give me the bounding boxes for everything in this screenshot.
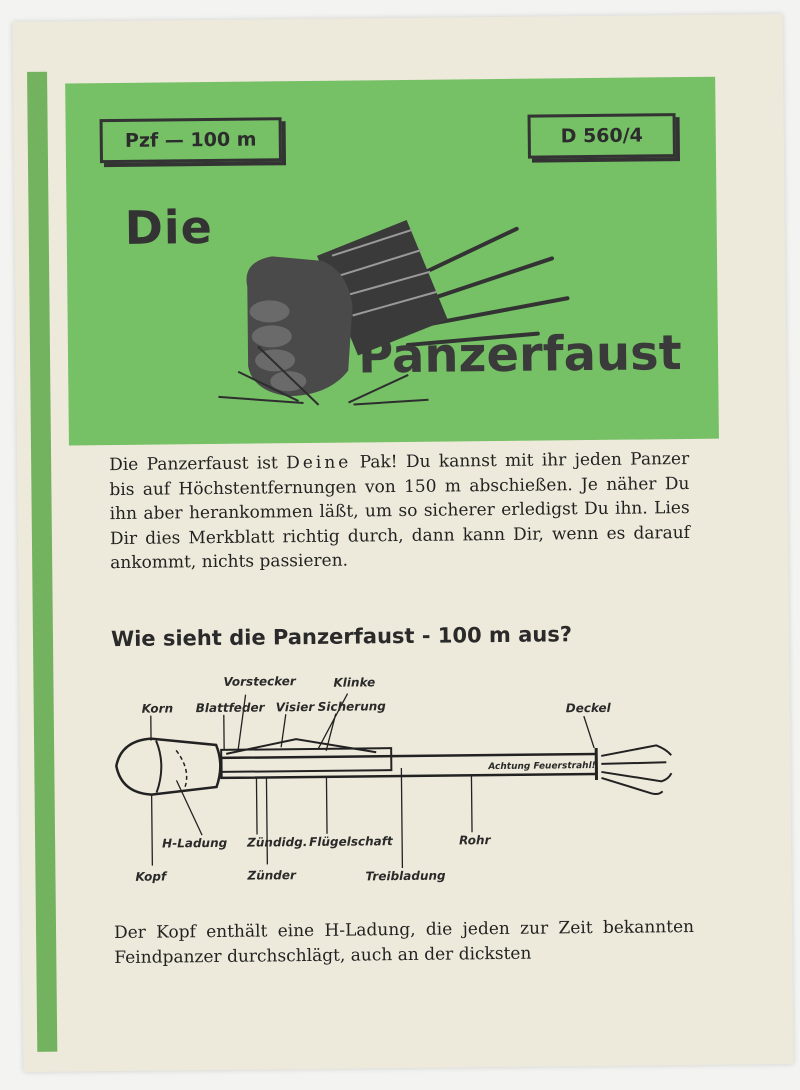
label-klinke: Klinke: [333, 675, 376, 690]
green-edge-strip: [27, 72, 57, 1052]
label-h-ladung: H-Ladung: [162, 835, 228, 851]
leaflet-page: [13, 14, 794, 1072]
outro-paragraph: Der Kopf enthält eine H-Ladung, die jeden zur Zeit bekannten Feindpanzer durchschlägt, auch an der dicksten: [113, 916, 695, 968]
label-blattfeder: Blattfeder: [195, 700, 265, 716]
label-sicherung: Sicherung: [317, 699, 386, 714]
intro-paragraph: [109, 447, 690, 576]
label-korn: Korn: [141, 701, 174, 716]
intro-emphasis: Deine: [286, 452, 352, 474]
title-banner: [65, 77, 719, 446]
title-panzerfaust: Panzerfaust: [357, 325, 682, 385]
label-rohr: Rohr: [459, 833, 491, 848]
label-flugelschaft: Flügelschaft: [309, 834, 393, 849]
label-vorstecker: Vorstecker: [223, 674, 296, 689]
label-visier: Visier: [275, 699, 315, 715]
intro-text-1: Die Panzerfaust ist: [109, 453, 287, 476]
section-heading: Wie sieht die Panzerfaust - 100 m aus?: [110, 622, 573, 652]
label-tube-warning: Achtung Feuerstrahl!: [488, 760, 596, 773]
label-kopf: Kopf: [135, 869, 167, 884]
document-number-tag: D 560/4: [528, 113, 676, 159]
title-die: Die: [124, 199, 214, 255]
panzerfaust-diagram: [105, 665, 707, 901]
warhead-shape: [116, 738, 221, 795]
label-zunder: Zünder: [247, 868, 296, 883]
intro-text-2: Pak! Du kannst mit ihr jeden Panzer bis auf Höchstentfernungen von 150 m abschießen. Je näher Du ihn aber herankommen läßt, um so sicherer erledigst Du ihn. Lies Dir dies Merkblatt richtig durch, dann kann Dir, wenn es darauf ankommt, nichts passieren.: [109, 448, 691, 574]
label-deckel: Deckel: [565, 700, 611, 716]
label-treibladung: Treibladung: [365, 868, 446, 884]
label-zundidg: Zündidg.: [247, 835, 308, 850]
model-tag: Pzf — 100 m: [100, 117, 282, 163]
